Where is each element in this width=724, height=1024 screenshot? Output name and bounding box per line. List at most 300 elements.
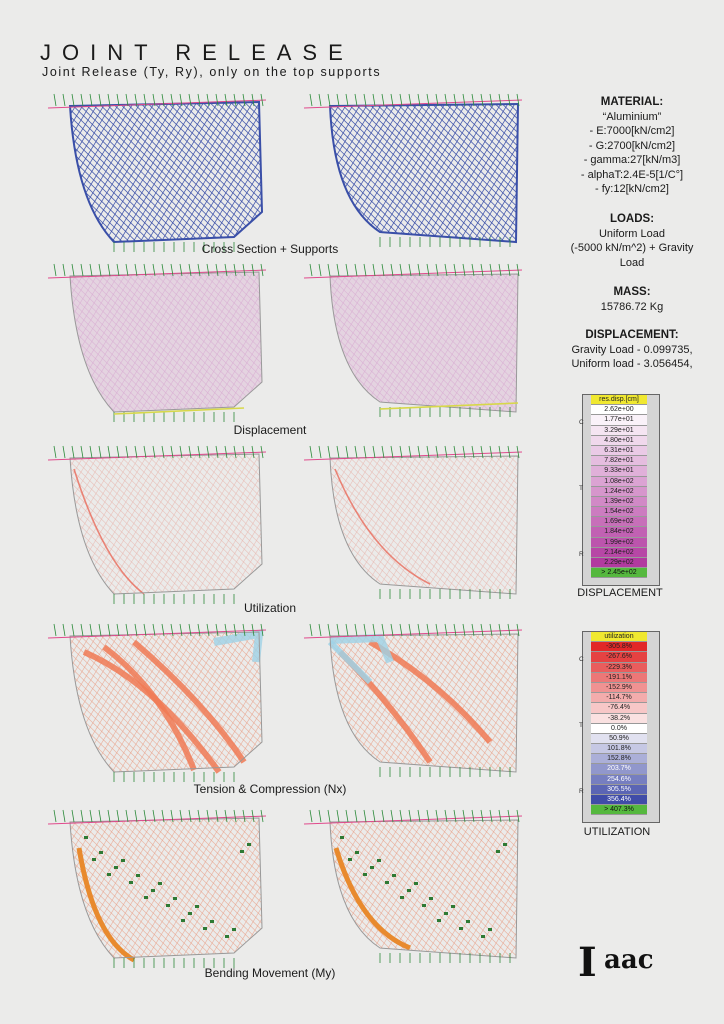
support-arrow	[126, 446, 128, 458]
bending-mark	[407, 889, 411, 892]
legend-row: -114.7%	[591, 693, 647, 703]
grid-line	[300, 444, 331, 609]
bending-mark	[370, 866, 374, 869]
grid-line	[255, 444, 268, 609]
support-arrow	[117, 446, 119, 458]
iaac-logo	[578, 938, 682, 982]
grid-line	[300, 262, 319, 427]
displacement-panel-right	[300, 262, 524, 427]
grid-line	[300, 444, 324, 609]
support-arrow	[90, 446, 92, 458]
grid-line	[227, 444, 268, 609]
grid-line	[300, 262, 317, 427]
legend-side-label: R	[579, 551, 584, 558]
grid-line	[44, 622, 77, 787]
support-arrow	[99, 810, 101, 822]
support-arrow	[117, 264, 119, 276]
bending-mark	[247, 843, 251, 846]
material-heading: MATERIAL:	[600, 96, 664, 108]
support-arrow	[346, 624, 348, 636]
legend-row: 2.14e+02	[591, 548, 647, 558]
support-arrow	[126, 264, 128, 276]
support-arrow	[364, 810, 366, 822]
legend-row: -267.6%	[591, 652, 647, 662]
support-arrow	[319, 94, 321, 106]
grid-line	[300, 92, 312, 257]
grid-line	[300, 92, 324, 257]
support-arrow	[54, 94, 56, 106]
grid-line	[44, 808, 63, 973]
utilization-edge	[74, 469, 144, 594]
support-arrow	[90, 94, 92, 106]
bending-mark	[392, 874, 396, 877]
displacement-legend	[579, 394, 660, 586]
loads-info	[540, 212, 724, 270]
legend-row: utilization	[591, 632, 647, 642]
legend-row: 1.08e+02	[591, 477, 647, 487]
support-arrow	[427, 264, 429, 276]
shell-grid	[300, 808, 524, 973]
bending-mark	[195, 905, 199, 908]
support-arrow	[54, 810, 56, 822]
support-arrow	[207, 94, 209, 106]
grid-line	[300, 92, 333, 257]
grid-line	[44, 92, 49, 257]
legend-row: 50.9%	[591, 734, 647, 744]
support-arrow	[198, 810, 200, 822]
grid-line	[262, 92, 268, 257]
bending-mark	[121, 859, 125, 862]
bending-mark	[203, 927, 207, 930]
grid-line	[518, 262, 524, 427]
grid-line	[44, 444, 56, 609]
material-line: - fy:12[kN/cm2]	[595, 183, 669, 195]
legend-row: 1.54e+02	[591, 507, 647, 517]
support-arrow	[427, 446, 429, 458]
grid-line	[44, 444, 54, 609]
support-arrow	[63, 446, 65, 458]
displacement-heading: DISPLACEMENT:	[585, 329, 679, 341]
bending-mark	[400, 896, 404, 899]
grid-line	[44, 444, 91, 609]
grid-line	[44, 92, 63, 257]
displacement-panel-left	[44, 262, 268, 427]
support-arrow	[382, 94, 384, 106]
grid-line	[300, 92, 319, 257]
grid-line	[129, 808, 268, 973]
material-line: “Aluminium”	[602, 110, 662, 123]
support-arrow	[373, 94, 375, 106]
grid-line	[300, 92, 310, 257]
grid-line	[300, 808, 375, 973]
grid-line	[44, 92, 54, 257]
legend-row: 254.6%	[591, 775, 647, 785]
caption-bending: Bending Movement (My)	[204, 966, 336, 980]
grid-line	[44, 622, 63, 787]
grid-line	[300, 92, 359, 257]
grid-line	[227, 622, 268, 787]
grid-line	[44, 622, 54, 787]
grid-line	[385, 444, 524, 609]
grid-line	[300, 808, 310, 973]
load-line	[48, 816, 266, 824]
support-arrow	[319, 624, 321, 636]
grid-line	[300, 808, 305, 973]
support-arrow	[81, 624, 83, 636]
support-arrow	[364, 264, 366, 276]
support-arrow	[328, 624, 330, 636]
legend-side-label: R	[579, 788, 584, 795]
legend-row: 1.99e+02	[591, 538, 647, 548]
support-arrow	[63, 624, 65, 636]
support-arrow	[382, 264, 384, 276]
support-arrow	[72, 264, 74, 276]
grid-line	[129, 444, 268, 609]
material-info	[540, 95, 724, 197]
bending-mark	[158, 882, 162, 885]
support-arrow	[198, 624, 200, 636]
grid-line	[44, 622, 91, 787]
grid-line	[44, 262, 63, 427]
support-arrow	[234, 446, 236, 458]
grid-line	[300, 444, 319, 609]
mass-value: 15786.72 Kg	[600, 300, 664, 313]
utilization-panel-left	[44, 444, 268, 609]
loads-line: Uniform Load	[598, 227, 666, 240]
bending-mark	[414, 882, 418, 885]
support-arrow	[382, 446, 384, 458]
grid-line	[44, 622, 49, 787]
grid-line	[300, 808, 347, 973]
support-arrow	[81, 446, 83, 458]
grid-line	[262, 622, 268, 787]
grid-line	[44, 444, 68, 609]
displacement-line: Uniform load - 3.056454,	[571, 358, 693, 370]
displacement-overlay	[330, 274, 518, 412]
support-arrow	[373, 624, 375, 636]
support-arrow	[328, 810, 330, 822]
legend-row: 203.7%	[591, 764, 647, 774]
legend-row: -76.4%	[591, 703, 647, 713]
legend-row: 6.31e+01	[591, 446, 647, 456]
grid-line	[44, 262, 68, 427]
support-arrow	[328, 94, 330, 106]
legend-row: -191.1%	[591, 673, 647, 683]
grid-line	[300, 444, 326, 609]
bending-mark	[503, 843, 507, 846]
grid-line	[300, 808, 345, 973]
support-arrow	[243, 94, 245, 106]
bending-mark	[488, 928, 492, 931]
support-arrow	[445, 446, 447, 458]
grid-line	[300, 92, 326, 257]
shell-grid	[44, 808, 268, 973]
support-arrow	[90, 624, 92, 636]
legend-row: > 2.45e+02	[591, 568, 647, 578]
legend-row: 2.29e+02	[591, 558, 647, 568]
displacement-line: Gravity Load - 0.099735,	[571, 343, 693, 356]
support-arrow	[337, 810, 339, 822]
bending-mark	[99, 851, 103, 854]
caption-utilization: Utilization	[243, 601, 297, 615]
support-arrow	[108, 624, 110, 636]
grid-line	[44, 444, 49, 609]
shell-grid	[300, 444, 524, 609]
grid-line	[44, 808, 91, 973]
tension-panel-right	[300, 622, 524, 787]
support-arrow	[310, 446, 312, 458]
support-arrow	[337, 94, 339, 106]
grid-line	[300, 622, 324, 787]
bending-mark	[181, 919, 185, 922]
legend-row: 4.80e+01	[591, 436, 647, 446]
support-arrow	[445, 264, 447, 276]
grid-line	[300, 808, 319, 973]
grid-line	[44, 808, 103, 973]
structure-panel-left	[44, 92, 268, 257]
grid-line	[300, 262, 331, 427]
bending-mark	[107, 873, 111, 876]
support-arrow	[346, 264, 348, 276]
support-arrow	[234, 810, 236, 822]
grid-line	[44, 92, 68, 257]
legend-rows	[591, 395, 647, 578]
bending-mark	[451, 905, 455, 908]
grid-line	[44, 444, 61, 609]
page-title: JOINT RELEASE	[40, 40, 354, 65]
bending-mark	[377, 859, 381, 862]
support-arrow	[234, 94, 236, 106]
grid-line	[300, 444, 312, 609]
legend-row: 356.4%	[591, 795, 647, 805]
support-arrow	[72, 446, 74, 458]
grid-line	[44, 808, 89, 973]
legend-side-label: T	[579, 722, 583, 729]
tension-panel-left	[44, 622, 268, 787]
support-arrow	[391, 810, 393, 822]
grid-line	[518, 808, 524, 973]
grid-line	[44, 262, 61, 427]
grid-line	[44, 444, 63, 609]
legend-row: 1.39e+02	[591, 497, 647, 507]
support-arrow	[355, 810, 357, 822]
support-arrow	[81, 810, 83, 822]
grid-line	[300, 808, 373, 973]
grid-line	[44, 808, 56, 973]
support-arrow	[445, 810, 447, 822]
support-arrow	[427, 624, 429, 636]
loads-heading: LOADS:	[609, 213, 655, 225]
grid-line	[44, 808, 77, 973]
displacement-legend-caption: DISPLACEMENT	[577, 587, 663, 599]
support-arrow	[364, 446, 366, 458]
bending-mark	[385, 881, 389, 884]
support-arrow	[72, 624, 74, 636]
grid-line	[300, 808, 324, 973]
legend-row: 2.62e+00	[591, 405, 647, 415]
support-arrow	[99, 94, 101, 106]
grid-line	[300, 622, 347, 787]
support-arrow	[63, 264, 65, 276]
grid-line	[300, 808, 326, 973]
grid-line	[300, 262, 324, 427]
grid-line	[44, 92, 105, 257]
bending-panel-left	[44, 808, 268, 973]
bending-mark	[429, 897, 433, 900]
bending-mark	[459, 927, 463, 930]
grid-line	[300, 622, 312, 787]
grid-line	[300, 622, 326, 787]
grid-line	[300, 622, 333, 787]
support-arrow	[364, 94, 366, 106]
grid-line	[44, 92, 103, 257]
bending-mark	[225, 935, 229, 938]
caption-structure: Cross Section + Supports	[201, 242, 339, 256]
support-arrow	[337, 446, 339, 458]
grid-line	[300, 262, 326, 427]
shell-grid	[300, 92, 524, 257]
grid-line	[300, 262, 312, 427]
shell-grid	[44, 444, 268, 609]
legend-row: 305.5%	[591, 785, 647, 795]
grid-line	[44, 92, 77, 257]
support-arrow	[355, 94, 357, 106]
grid-line	[44, 622, 105, 787]
support-arrow	[337, 264, 339, 276]
support-arrow	[346, 94, 348, 106]
displacement-info	[540, 328, 724, 372]
logo-letters: aac	[604, 945, 654, 975]
grid-line	[300, 92, 331, 257]
support-arrow	[319, 446, 321, 458]
grid-line	[300, 622, 305, 787]
legend-row: 152.8%	[591, 754, 647, 764]
grid-line	[300, 622, 319, 787]
support-arrow	[382, 810, 384, 822]
support-arrow	[373, 810, 375, 822]
legend-row: 1.84e+02	[591, 527, 647, 537]
support-arrow	[391, 264, 393, 276]
support-arrow	[436, 264, 438, 276]
mass-info	[540, 285, 724, 314]
support-arrow	[90, 264, 92, 276]
bending-mark	[136, 874, 140, 877]
support-arrow	[180, 810, 182, 822]
bending-mark	[129, 881, 133, 884]
grid-line	[262, 262, 268, 427]
mass-heading: MASS:	[613, 286, 651, 298]
utilization-legend-caption: UTILIZATION	[583, 826, 651, 838]
legend-row: -38.2%	[591, 714, 647, 724]
caption-displacement: Displacement	[233, 423, 307, 437]
grid-line	[300, 262, 310, 427]
support-arrow	[189, 446, 191, 458]
grid-line	[300, 444, 375, 609]
support-arrow	[207, 810, 209, 822]
support-arrow	[54, 446, 56, 458]
grid-line	[255, 808, 268, 973]
grid-line	[300, 92, 317, 257]
grid-line	[300, 444, 359, 609]
bending-mark	[84, 836, 88, 839]
bending-mark	[210, 920, 214, 923]
legend-row: 1.24e+02	[591, 487, 647, 497]
grid-line	[44, 262, 70, 427]
grid-line	[385, 92, 524, 257]
support-arrow	[81, 264, 83, 276]
grid-line	[44, 92, 56, 257]
legend-row: 3.29e+01	[591, 426, 647, 436]
support-arrow	[108, 446, 110, 458]
load-line	[48, 452, 266, 460]
bending-mark	[363, 873, 367, 876]
grid-line	[300, 444, 373, 609]
grid-line	[44, 808, 105, 973]
grid-line	[44, 92, 70, 257]
support-arrow	[180, 624, 182, 636]
support-arrow	[180, 446, 182, 458]
grid-line	[518, 622, 524, 787]
grid-line	[44, 622, 89, 787]
support-arrow	[355, 264, 357, 276]
grid-line	[300, 262, 333, 427]
caption-tension: Tension & Compression (Nx)	[193, 782, 347, 796]
loads-line: Load	[619, 256, 645, 269]
utilization-panel-right	[300, 444, 524, 609]
bending-mark	[114, 866, 118, 869]
grid-line	[300, 622, 317, 787]
legend-row: -229.3%	[591, 663, 647, 673]
material-line: - E:7000[kN/cm2]	[589, 125, 675, 137]
grid-line	[44, 808, 49, 973]
support-arrow	[126, 810, 128, 822]
support-arrow	[436, 624, 438, 636]
support-arrow	[243, 446, 245, 458]
grid-line	[262, 808, 268, 973]
grid-line	[300, 622, 359, 787]
bending-mark	[232, 928, 236, 931]
support-arrow	[391, 94, 393, 106]
bending-mark	[151, 889, 155, 892]
grid-line	[300, 92, 375, 257]
grid-line	[300, 444, 317, 609]
support-arrow	[207, 624, 209, 636]
grid-line	[300, 808, 317, 973]
grid-line	[227, 808, 268, 973]
grid-line	[300, 92, 305, 257]
support-arrow	[319, 264, 321, 276]
support-arrow	[72, 94, 74, 106]
legend-row: -305.8%	[591, 642, 647, 652]
support-arrow	[117, 810, 119, 822]
support-arrow	[373, 264, 375, 276]
legend-row: 101.8%	[591, 744, 647, 754]
grid-line	[44, 808, 54, 973]
page-subtitle: Joint Release (Ty, Ry), only on the top supports	[42, 65, 382, 79]
grid-line	[262, 444, 268, 609]
bending-mark	[188, 912, 192, 915]
support-arrow	[54, 264, 56, 276]
bending-band	[79, 848, 134, 960]
support-arrow	[364, 624, 366, 636]
support-arrow	[234, 624, 236, 636]
bending-mark	[166, 904, 170, 907]
grid-line	[44, 622, 61, 787]
grid-line	[300, 622, 310, 787]
grid-line	[44, 622, 70, 787]
legend-side-label: T	[579, 485, 583, 492]
bending-mark	[355, 851, 359, 854]
